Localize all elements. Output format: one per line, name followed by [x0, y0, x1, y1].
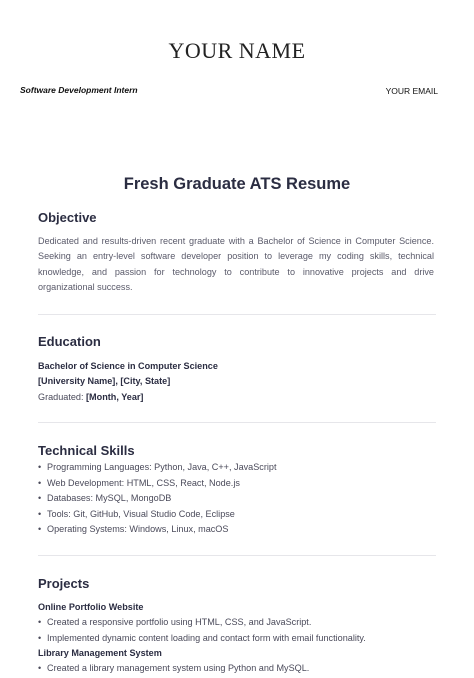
project-title: Online Portfolio Website	[38, 602, 144, 612]
project-item-text: Created a library management system using Python and MySQL.	[47, 663, 310, 673]
bullet-icon: •	[38, 524, 42, 534]
skill-text: Web Development: HTML, CSS, React, Node.js	[47, 477, 240, 488]
project-items	[38, 616, 366, 647]
project-item-text: Created a responsive portfolio using HTML, CSS, and JavaScript.	[47, 617, 312, 627]
list-item	[38, 662, 309, 678]
list-item	[38, 632, 366, 648]
bullet-icon: •	[38, 462, 42, 472]
education-heading: Education	[38, 334, 101, 349]
list-item	[38, 461, 277, 477]
document-title: Fresh Graduate ATS Resume	[123, 175, 351, 193]
skill-text: Programming Languages: Python, Java, C++, JavaScript	[47, 462, 277, 472]
list-item	[38, 492, 277, 508]
list-item	[38, 616, 366, 632]
degree-name: Bachelor of Science in Computer Science	[38, 361, 218, 371]
institution-name: [University Name], [City, State]	[38, 376, 171, 386]
bullet-icon: •	[38, 508, 42, 519]
skills-heading: Technical Skills	[38, 443, 135, 458]
job-role: Software Development Intern	[20, 85, 138, 95]
section-divider	[38, 314, 436, 315]
skill-text: Operating Systems: Windows, Linux, macOS	[47, 524, 229, 534]
list-item	[38, 523, 277, 539]
list-item	[38, 477, 277, 493]
skill-text: Tools: Git, GitHub, Visual Studio Code, Eclipse	[47, 508, 235, 519]
projects-heading: Projects	[38, 576, 90, 591]
bullet-icon: •	[38, 477, 42, 488]
bullet-icon: •	[38, 493, 42, 503]
contact-email: YOUR EMAIL	[385, 86, 438, 96]
bullet-icon: •	[38, 617, 42, 627]
graduation-date	[38, 391, 143, 403]
graduated-value: [Month, Year]	[86, 392, 144, 402]
skills-list	[38, 461, 277, 539]
objective-heading: Objective	[38, 210, 97, 225]
section-divider	[38, 555, 436, 556]
section-divider	[38, 422, 436, 423]
bullet-icon: •	[38, 632, 42, 643]
graduated-label: Graduated:	[38, 392, 87, 402]
candidate-name: YOUR NAME	[168, 38, 306, 63]
project-items	[38, 662, 309, 678]
list-item	[38, 508, 277, 524]
skill-text: Databases: MySQL, MongoDB	[47, 493, 172, 503]
bullet-icon: •	[38, 663, 42, 673]
project-title: Library Management System	[38, 648, 162, 658]
objective-text: Dedicated and results-driven recent graduate with a Bachelor of Science in Computer Science. Seeking an entry-level software developer position to leverage my coding skills, technical knowledge, and passion for technology to contribute to innovative projects and drive organizational success.	[38, 236, 434, 293]
project-item-text: Implemented dynamic content loading and contact form with email functionality.	[47, 632, 366, 643]
